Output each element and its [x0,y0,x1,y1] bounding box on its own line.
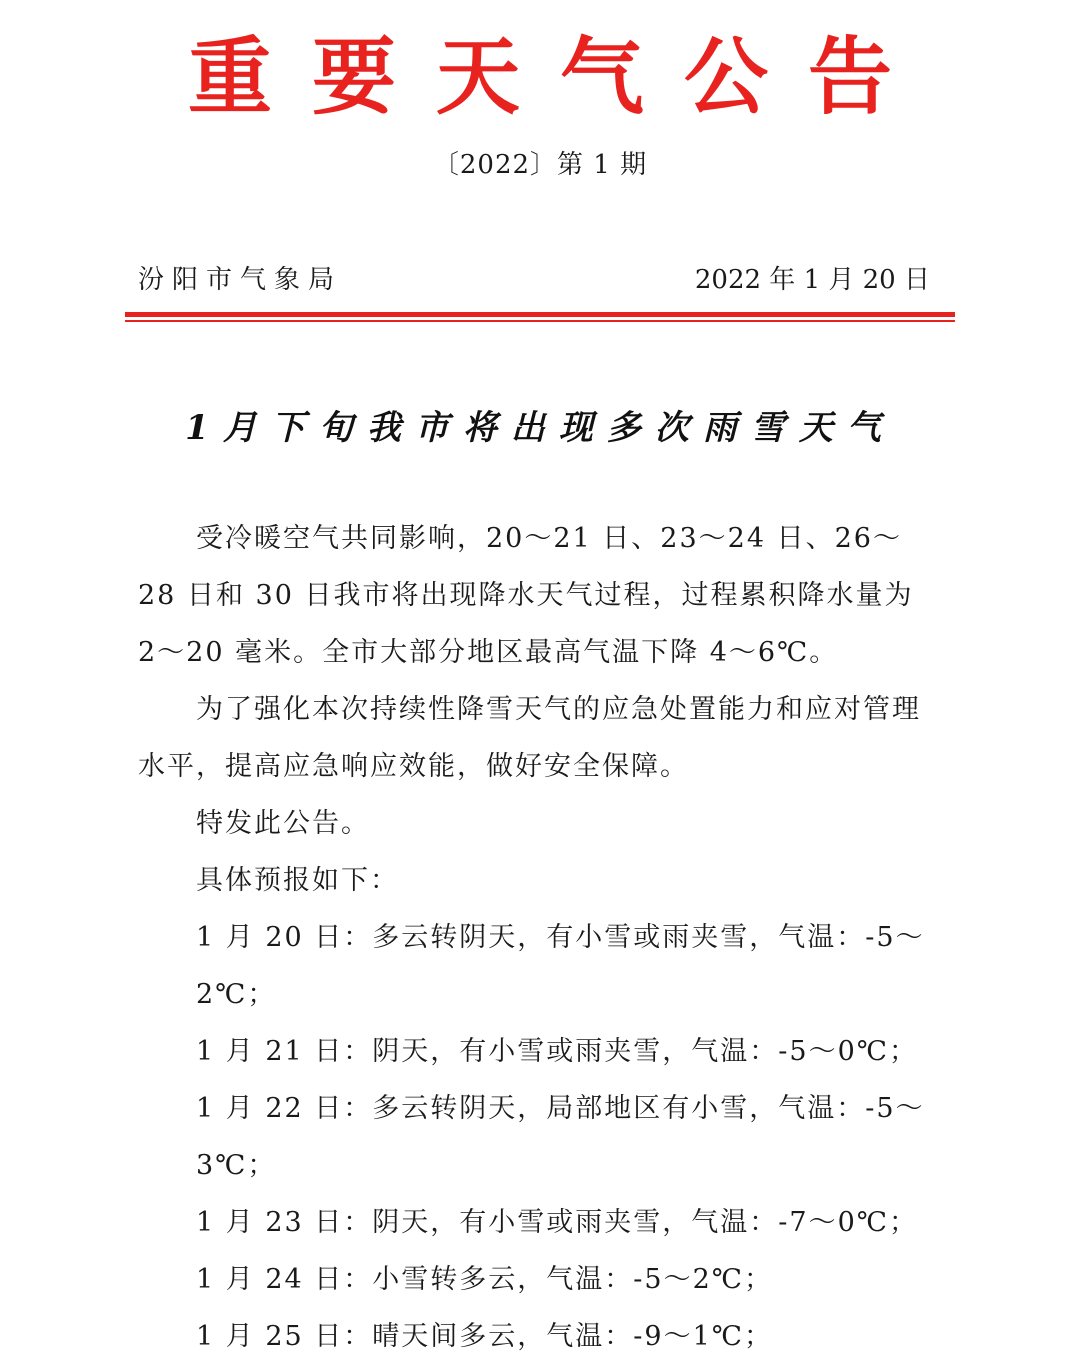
paragraph-forecast-intro: 具体预报如下： [196,865,399,896]
forecast-line: 1 月 24 日：小雪转多云，气温：-5～2℃； [196,1264,773,1295]
red-divider-thin [125,320,955,322]
issue-number: 〔2022〕第 1 期 [432,150,648,180]
forecast-line: 1 月 20 日：多云转阴天，有小雪或雨夹雪，气温：-5～2℃； [196,922,925,1010]
forecast-line: 1 月 22 日：多云转阴天，局部地区有小雪，气温：-5～3℃； [196,1093,925,1181]
paragraph-notice: 特发此公告。 [196,808,370,839]
paragraph-purpose: 为了强化本次持续性降雪天气的应急处置能力和应对管理水平，提高应急响应效能，做好安全保障。 [138,694,921,782]
red-divider-thick [125,312,955,317]
meta-row [138,258,930,302]
paragraph-intro: 受冷暖空气共同影响，20～21 日、23～24 日、26～28 日和 30 日我市将出现降水天气过程，过程累积降水量为 2～20 毫米。全市大部分地区最高气温下降 4～6℃。 [138,523,914,668]
masthead-title: 重要天气公告 [187,27,932,126]
issue-date: 2022 年 1 月 20 日 [694,265,930,295]
announcement-body [138,510,938,1365]
forecast-line: 1 月 25 日：晴天间多云，气温：-9～1℃； [196,1321,773,1352]
organization-name: 汾阳市气象局 [138,265,343,295]
forecast-line: 1 月 23 日：阴天，有小雪或雨夹雪，气温：-7～0℃； [196,1207,918,1238]
forecast-line: 1 月 21 日：阴天，有小雪或雨夹雪，气温：-5～0℃； [196,1036,918,1067]
headline: 1月下旬我市将出现多次雨雪天气 [185,408,895,448]
